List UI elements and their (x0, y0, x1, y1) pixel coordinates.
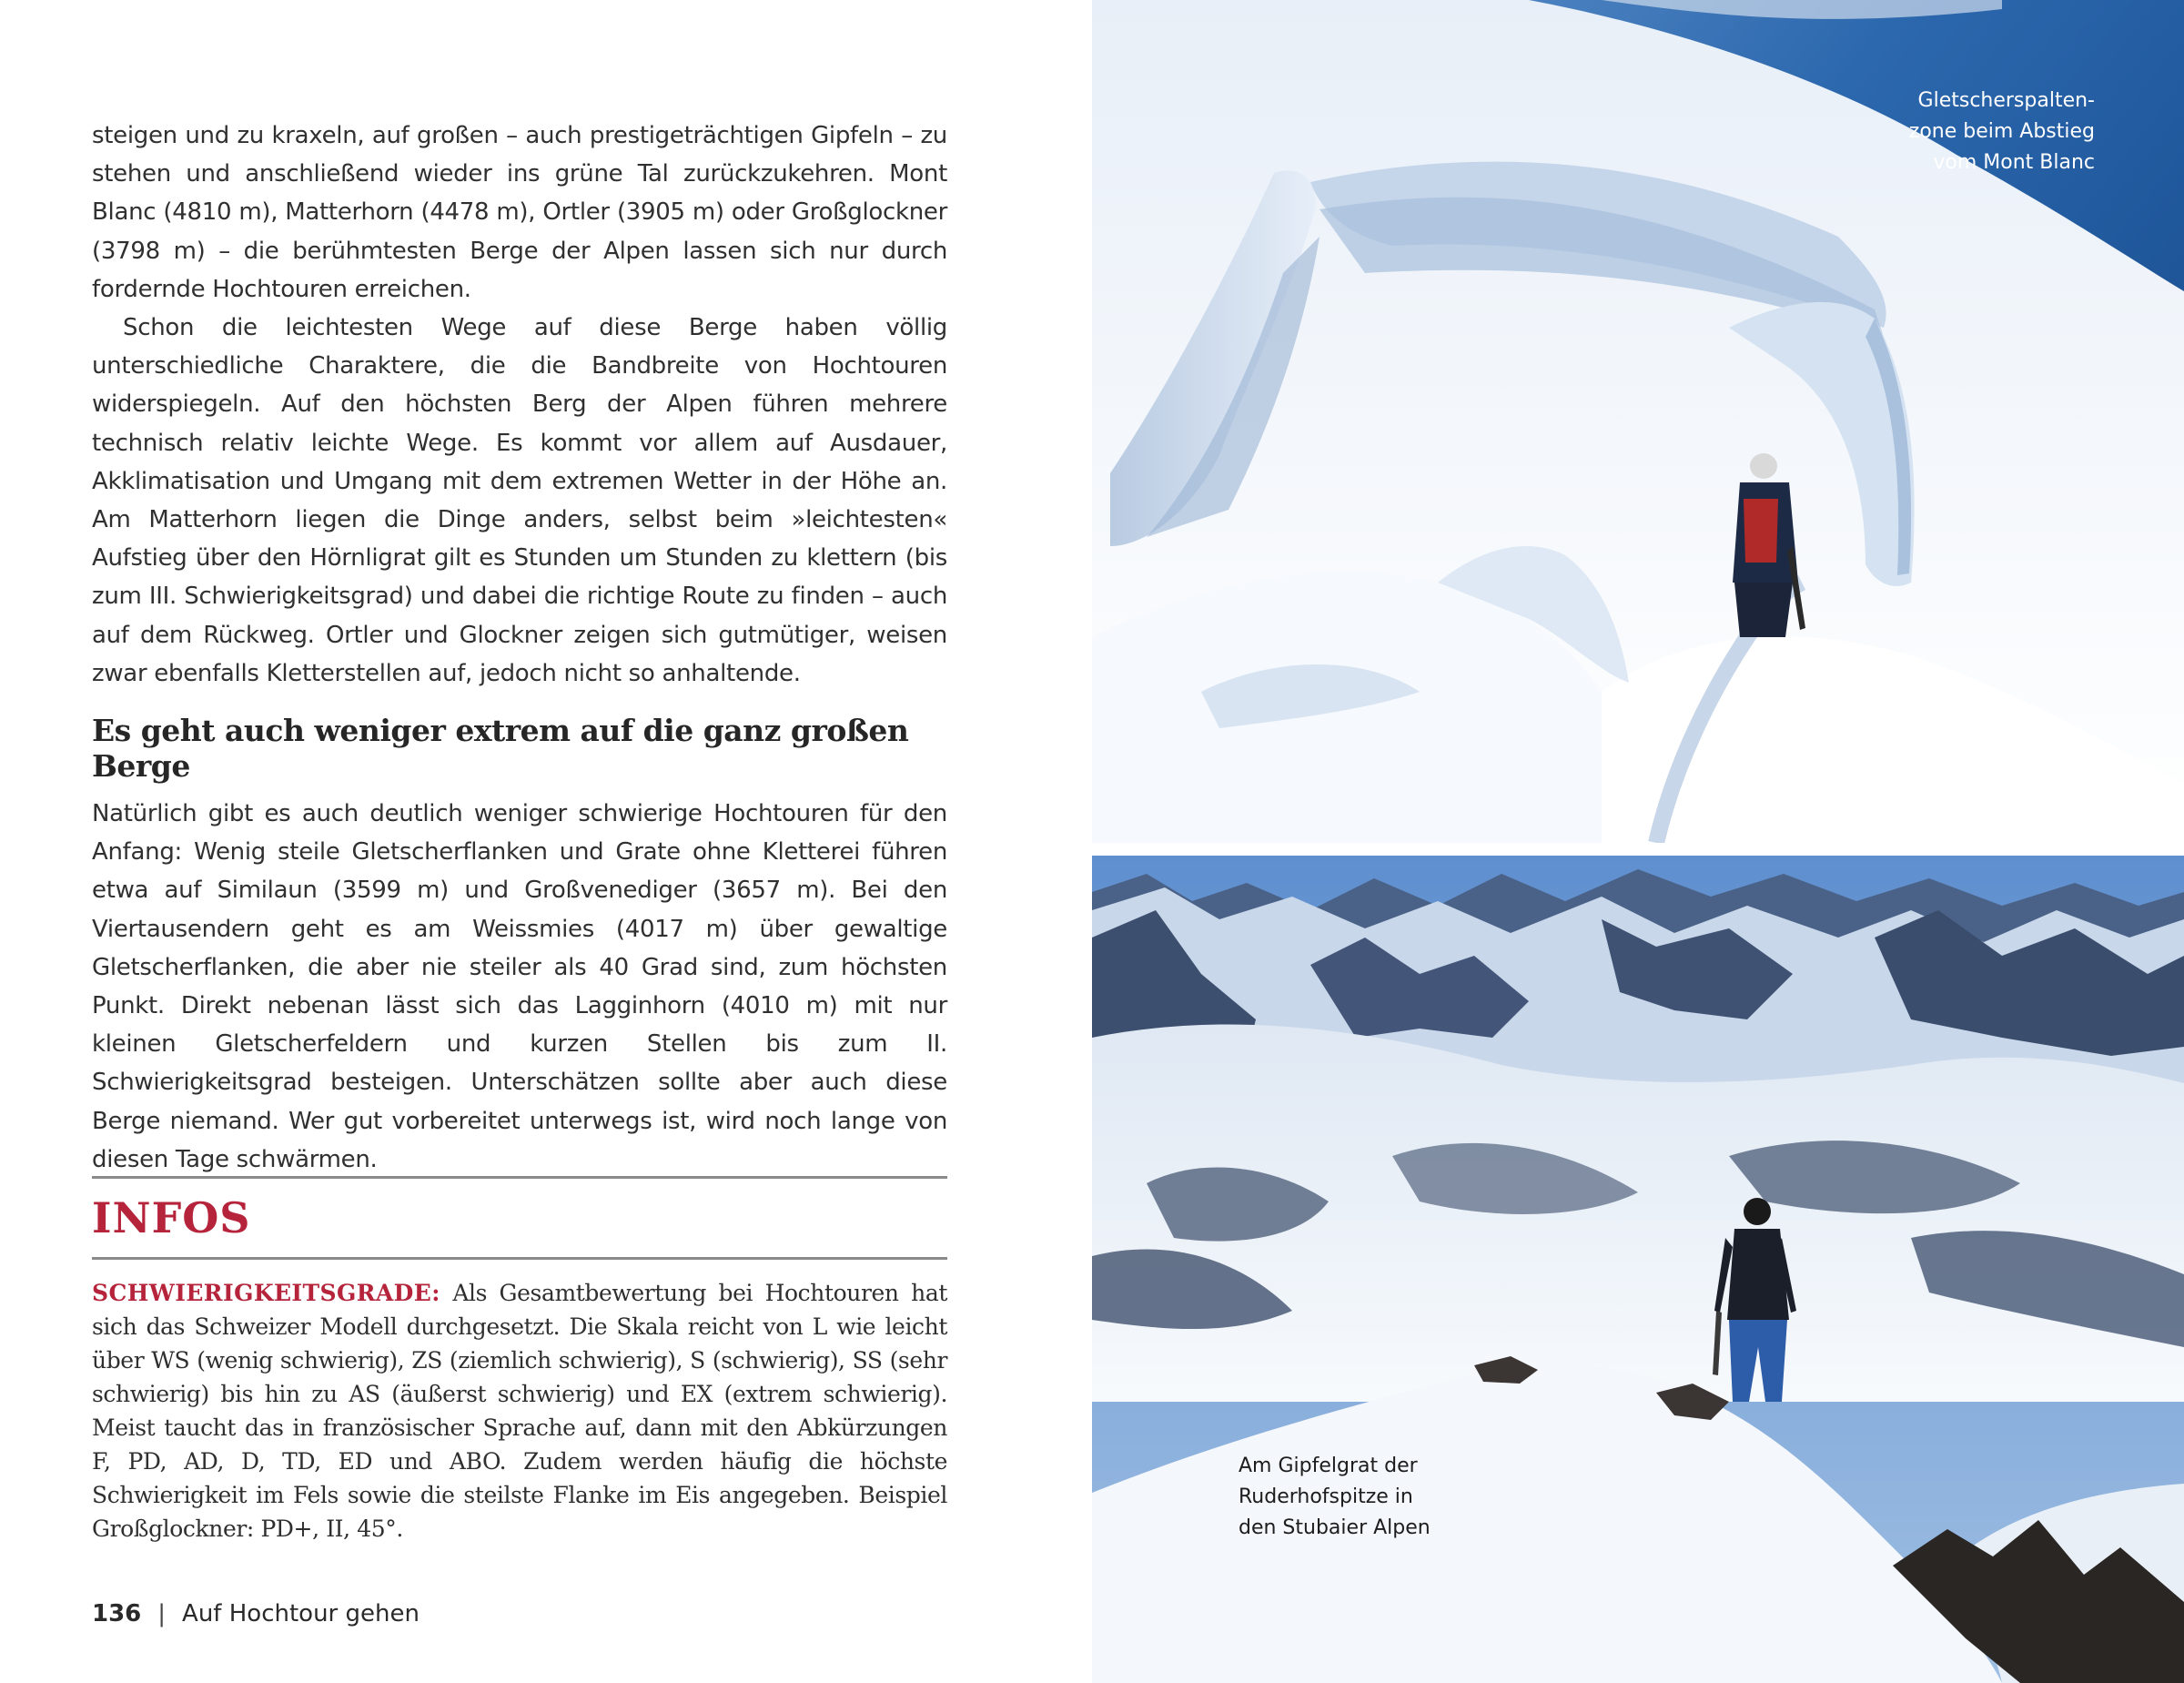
caption-line: Am Gipfelgrat der (1239, 1455, 1418, 1477)
infos-label: SCHWIERIGKEITSGRADE: (92, 1280, 440, 1306)
infos-top-rule (92, 1176, 947, 1179)
page-number: 136 (92, 1600, 142, 1627)
body-paragraph-2: Schon die leichtesten Wege auf diese Berge haben völlig unterschiedliche Charaktere, die die Bandbreite von Hochtouren widerspiegeln. Auf den höchsten Berg der Alpen führen mehrere technisch relativ leichte Wege. Es kommt vor allem auf Ausdauer, Akklimatisation und Umgang mit dem extremen Wetter in der Höhe an. Am Matterhorn liegen die Dinge anders, selbst beim »leichtesten« Aufstieg über den Hörnligrat gilt es Stunden um Stunden zu klettern (bis zum III. Schwierigkeitsgrad) und dabei die richtige Route zu finden – auch auf dem Rückweg. Ortler und Glockner zeigen sich gutmütiger, weisen zwar ebenfalls Kletterstellen auf, jedoch nicht so anhaltende. (92, 314, 947, 687)
caption-line: zone beim Abstieg (1908, 120, 2095, 143)
infos-bottom-rule (92, 1257, 947, 1260)
mountain-ridge-photo-illustration (1092, 856, 2184, 1683)
caption-line: Ruderhofspitze in (1239, 1485, 1413, 1508)
section-heading: Es geht auch weniger extrem auf die ganz großen Berge (92, 713, 909, 785)
main-text-column (92, 117, 947, 1179)
top-photo-caption (1909, 86, 2095, 178)
chapter-title: Auf Hochtour gehen (182, 1600, 420, 1627)
page-footer (92, 1600, 420, 1627)
bottom-photo-caption (1239, 1451, 1431, 1544)
footer-separator: | (157, 1600, 167, 1627)
section-paragraph: Natürlich gibt es auch deutlich weniger schwierige Hochtouren für den Anfang: Wenig steile Gletscherflanken und Grate ohne Kletterei führen etwa auf Similaun (3599 m) und Großvenediger (3657 m). Bei den Viertausendern geht es am Weissmies (4017 m) über gewaltige Gletscherflanken, die aber nie steiler als 40 Grad sind, zum höchsten Punkt. Direkt nebenan lässt sich das Lagginhorn (4010 m) mit nur kleinen Gletscherfeldern und kurzen Stellen bis zum II. Schwierigkeitsgrad besteigen. Unterschätzen sollte aber auch diese Berge niemand. Wer gut vorbereitet unterwegs ist, wird noch lange von diesen Tage schwärmen. (92, 800, 947, 1173)
right-page (1092, 0, 2184, 1683)
photo-ruderhofspitze-ridge (1092, 856, 2184, 1683)
infos-box (92, 1176, 947, 1546)
caption-line: den Stubaier Alpen (1239, 1516, 1431, 1539)
infos-text: Als Gesamtbewertung bei Hochtouren hat sich das Schweizer Modell durchgesetzt. Die Skala reicht von L wie leicht über WS (wenig schwierig), ZS (ziemlich schwierig), S (schwierig), SS (sehr schwierig) bis hin zu AS (äußerst schwierig) und EX (extrem schwierig). Meist taucht das in französischer Sprache auf, dann mit den Abkürzungen F, PD, AD, D, TD, ED und ABO. Zudem werden häufig die höchste Schwierigkeit im Fels sowie die steilste Flanke im Eis angegeben. Beispiel Großglockner: PD+, II, 45°. (92, 1280, 947, 1542)
photo-divider (1092, 843, 2184, 856)
infos-paragraph (92, 1276, 947, 1546)
caption-line: Gletscherspalten- (1917, 89, 2095, 112)
infos-title: INFOS (92, 1193, 251, 1242)
body-paragraph-1: steigen und zu kraxeln, auf großen – auch prestigeträchtigen Gipfeln – zu stehen und anschließend wieder ins grüne Tal zurückzukehren. Mont Blanc (4810 m), Matterhorn (4478 m), Ortler (3905 m) oder Großglockner (3798 m) – die berühmtesten Berge der Alpen lassen sich nur durch fordernde Hochtouren erreichen. (92, 122, 947, 303)
caption-line: vom Mont Blanc (1933, 151, 2095, 174)
